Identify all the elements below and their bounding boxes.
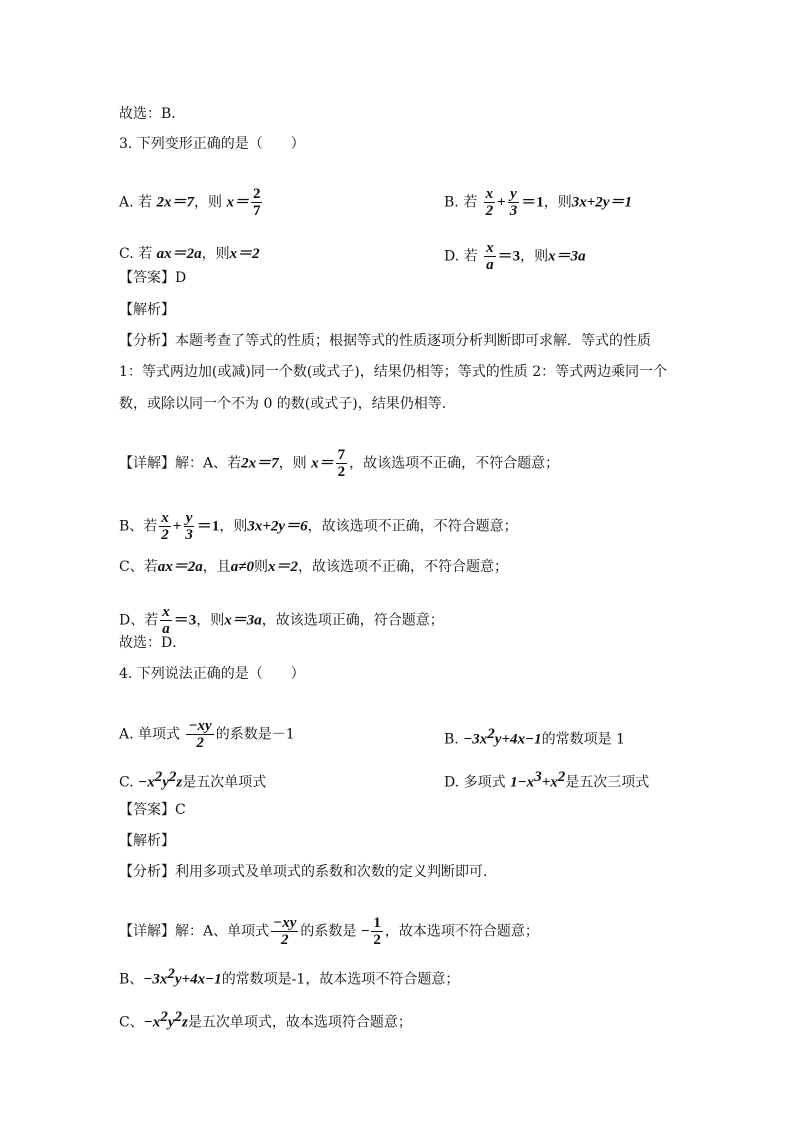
q3-analysis-line-1: 【分析】本题考查了等式的性质；根据等式的性质逐项分析判断即可求解．等式的性质 [119, 333, 651, 349]
q4-analysis-title: 【解析】 [119, 833, 175, 849]
q3-analysis-line-2: 1：等式两边加(或减)同一个数(或式子)，结果仍相等；等式的性质 2：等式两边乘同一个 [119, 364, 668, 380]
q3-option-b: B. 若 $\frac{x}{2}$ + $\frac{y}{3}$ ＝1，则3x+2y＝1 [444, 186, 632, 219]
q3-analysis-title: 【解析】 [119, 302, 175, 318]
q4-answer: 【答案】C [119, 802, 186, 818]
q3-option-d: D. 若 $\frac{x}{a}$ ＝3，则x＝3a [444, 240, 586, 273]
q4-detail-a: 【详解】解：A、单项式 $\frac{-xy}{2}$ 的系数是 − $\frac{1}{2}$ ，故本选项不符合题意； [119, 915, 539, 948]
q3-answer: 【答案】D [119, 270, 187, 286]
q4-option-c: C. $-x^2y^2z$是五次单项式 [119, 769, 267, 791]
q4-detail-b: B、$-3x^2y+4x-1$的常数项是-1，故本选项不符合题意； [119, 966, 460, 988]
q3-conclusion: 故选：D． [119, 635, 187, 651]
q4-detail-c: C、$-x^2y^2z$是五次单项式，故本选项符合题意； [119, 1009, 412, 1031]
q3-analysis-line-3: 数，或除以同一个不为 0 的数(或式子)，结果仍相等． [119, 396, 456, 412]
q4-stem: 4. 下列说法正确的是（ ） [119, 666, 305, 682]
q3-detail-b: B、若 $\frac{x}{2}$ + $\frac{y}{3}$ ＝1，则3x+2y＝6，故该选项不正确，不符合题意； [119, 510, 518, 543]
q3-option-a: A. 若 2x＝7，则 x＝ $\frac{2}{7}$ [119, 186, 261, 219]
q4-option-b: B. $-3x^2y+4x-1$的常数项是 1 [444, 726, 625, 748]
q4-option-d: D. 多项式 $1-x^3+x^2$是五次三项式 [444, 769, 650, 791]
q3-stem: 3. 下列变形正确的是（ ） [119, 136, 305, 152]
prev-answer: 故选：B． [119, 106, 186, 122]
q3-detail-c: C、若ax＝2a，且a≠0则x＝2，故该选项不正确，不符合题意； [119, 559, 508, 575]
q3-detail-a: 【详解】解：A、若2x＝7，则 x＝ $\frac{7}{2}$ ，故该选项不正确，不符合题意； [119, 447, 560, 480]
q4-analysis-line-1: 【分析】利用多项式及单项式的系数和次数的定义判断即可． [119, 864, 497, 880]
q3-option-c: C. 若 ax＝2a，则x＝2 [119, 246, 260, 262]
q4-option-a: A. 单项式 $\frac{-xy}{2}$ 的系数是－1 [119, 718, 295, 751]
q3-detail-d: D、若 $\frac{x}{a}$ ＝3，则x＝3a，故该选项正确，符合题意； [119, 604, 444, 637]
